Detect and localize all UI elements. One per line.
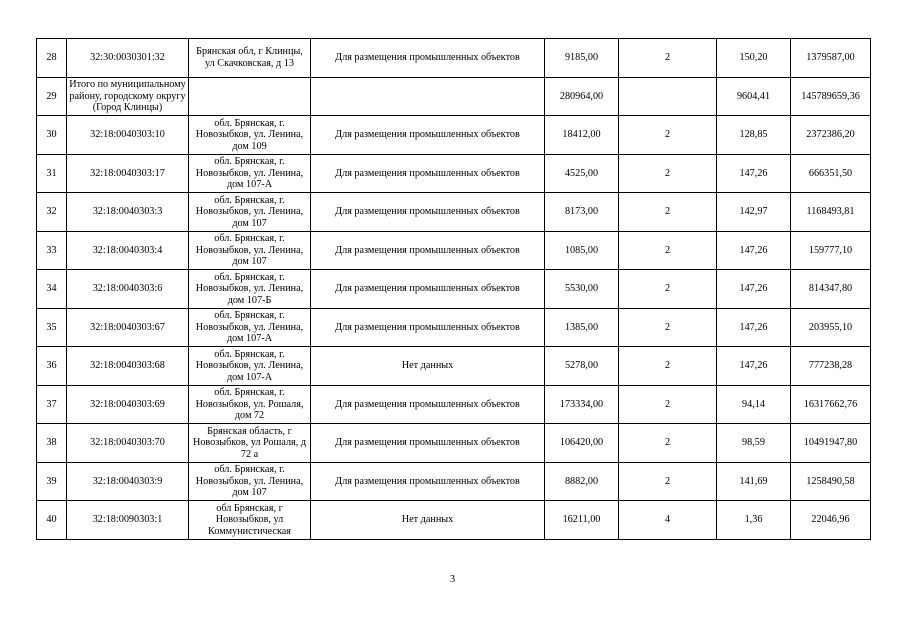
area-cell: 8882,00 [545, 462, 619, 501]
group-cell: 2 [619, 231, 717, 270]
purpose-cell: Нет данных [311, 347, 545, 386]
address-cell: обл. Брянская, г. Новозыбков, ул. Ленина, дом 107 [189, 193, 311, 232]
cadastral-number-cell: 32:18:0040303:6 [67, 270, 189, 309]
cadastral-number-cell: 32:18:0040303:69 [67, 385, 189, 424]
group-cell: 2 [619, 424, 717, 463]
address-cell: Брянская область, г Новозыбков, ул Рошаля, д 72 а [189, 424, 311, 463]
purpose-cell: Для размещения промышленных объектов [311, 270, 545, 309]
value-cell: 22046,96 [791, 501, 871, 540]
value-cell: 1379587,00 [791, 39, 871, 78]
cadastral-number-cell: 32:18:0040303:10 [67, 116, 189, 155]
value-cell: 2372386,20 [791, 116, 871, 155]
area-cell: 1085,00 [545, 231, 619, 270]
purpose-cell: Для размещения промышленных объектов [311, 385, 545, 424]
cadastral-number-cell: 32:18:0040303:17 [67, 154, 189, 193]
area-cell: 4525,00 [545, 154, 619, 193]
row-number-cell: 34 [37, 270, 67, 309]
area-cell: 18412,00 [545, 116, 619, 155]
purpose-cell: Для размещения промышленных объектов [311, 424, 545, 463]
group-cell: 4 [619, 501, 717, 540]
rate-cell: 9604,41 [717, 77, 791, 116]
address-cell [189, 77, 311, 116]
value-cell: 666351,50 [791, 154, 871, 193]
row-number-cell: 39 [37, 462, 67, 501]
table-row [37, 424, 871, 463]
rate-cell: 142,97 [717, 193, 791, 232]
address-cell: обл. Брянская, г. Новозыбков, ул. Ленина, дом 107-А [189, 154, 311, 193]
group-cell: 2 [619, 385, 717, 424]
address-cell: обл. Брянская, г. Новозыбков, ул. Ленина, дом 107 [189, 462, 311, 501]
rate-cell: 141,69 [717, 462, 791, 501]
table-row [37, 193, 871, 232]
area-cell: 1385,00 [545, 308, 619, 347]
row-number-cell: 29 [37, 77, 67, 116]
group-cell: 2 [619, 39, 717, 78]
group-cell: 2 [619, 347, 717, 386]
cadastral-number-cell: 32:18:0040303:3 [67, 193, 189, 232]
table-row [37, 270, 871, 309]
value-cell: 1168493,81 [791, 193, 871, 232]
cadastral-number-cell: 32:18:0040303:68 [67, 347, 189, 386]
page-number: 3 [449, 574, 456, 585]
area-cell: 16211,00 [545, 501, 619, 540]
rate-cell: 147,26 [717, 231, 791, 270]
table-row [37, 116, 871, 155]
area-cell: 8173,00 [545, 193, 619, 232]
purpose-cell: Для размещения промышленных объектов [311, 116, 545, 155]
group-cell: 2 [619, 193, 717, 232]
table-body [37, 39, 871, 540]
cadastral-number-cell: 32:30:0030301:32 [67, 39, 189, 78]
cadastral-number-cell: 32:18:0040303:67 [67, 308, 189, 347]
group-cell: 2 [619, 308, 717, 347]
total-label-cell: Итого по муниципальному району, городскому округу (Город Клинцы) [67, 77, 189, 116]
row-number-cell: 40 [37, 501, 67, 540]
address-cell: Брянская обл, г Клинцы, ул Скачковская, д 13 [189, 39, 311, 78]
address-cell: обл. Брянская, г. Новозыбков, ул. Рошаля, дом 72 [189, 385, 311, 424]
cadastral-number-cell: 32:18:0090303:1 [67, 501, 189, 540]
address-cell: обл. Брянская, г. Новозыбков, ул. Ленина, дом 109 [189, 116, 311, 155]
value-cell: 10491947,80 [791, 424, 871, 463]
purpose-cell: Для размещения промышленных объектов [311, 39, 545, 78]
row-number-cell: 36 [37, 347, 67, 386]
rate-cell: 147,26 [717, 308, 791, 347]
group-cell: 2 [619, 270, 717, 309]
address-cell: обл. Брянская, г. Новозыбков, ул. Ленина, дом 107-А [189, 347, 311, 386]
area-cell: 5530,00 [545, 270, 619, 309]
group-cell: 2 [619, 462, 717, 501]
table-row [37, 385, 871, 424]
value-cell: 777238,28 [791, 347, 871, 386]
cadastral-number-cell: 32:18:0040303:70 [67, 424, 189, 463]
group-cell: 2 [619, 154, 717, 193]
area-cell: 106420,00 [545, 424, 619, 463]
rate-cell: 128,85 [717, 116, 791, 155]
rate-cell: 1,36 [717, 501, 791, 540]
row-number-cell: 32 [37, 193, 67, 232]
purpose-cell: Для размещения промышленных объектов [311, 193, 545, 232]
purpose-cell: Для размещения промышленных объектов [311, 154, 545, 193]
group-cell [619, 77, 717, 116]
area-cell: 173334,00 [545, 385, 619, 424]
row-number-cell: 30 [37, 116, 67, 155]
rate-cell: 147,26 [717, 270, 791, 309]
rate-cell: 98,59 [717, 424, 791, 463]
area-cell: 9185,00 [545, 39, 619, 78]
rate-cell: 147,26 [717, 347, 791, 386]
value-cell: 145789659,36 [791, 77, 871, 116]
table-row [37, 501, 871, 540]
address-cell: обл Брянская, г Новозыбков, ул Коммунистическая [189, 501, 311, 540]
area-cell: 280964,00 [545, 77, 619, 116]
rate-cell: 94,14 [717, 385, 791, 424]
cadastral-number-cell: 32:18:0040303:4 [67, 231, 189, 270]
row-number-cell: 35 [37, 308, 67, 347]
row-number-cell: 37 [37, 385, 67, 424]
table-row [37, 308, 871, 347]
address-cell: обл. Брянская, г. Новозыбков, ул. Ленина, дом 107-А [189, 308, 311, 347]
address-cell: обл. Брянская, г. Новозыбков, ул. Ленина, дом 107 [189, 231, 311, 270]
purpose-cell: Для размещения промышленных объектов [311, 462, 545, 501]
table-row [37, 154, 871, 193]
purpose-cell: Для размещения промышленных объектов [311, 231, 545, 270]
table-row [37, 347, 871, 386]
cadastral-number-cell: 32:18:0040303:9 [67, 462, 189, 501]
value-cell: 16317662,76 [791, 385, 871, 424]
area-cell: 5278,00 [545, 347, 619, 386]
table-row [37, 231, 871, 270]
group-cell: 2 [619, 116, 717, 155]
purpose-cell: Для размещения промышленных объектов [311, 308, 545, 347]
address-cell: обл. Брянская, г. Новозыбков, ул. Ленина, дом 107-Б [189, 270, 311, 309]
value-cell: 159777,10 [791, 231, 871, 270]
row-number-cell: 38 [37, 424, 67, 463]
value-cell: 1258490,58 [791, 462, 871, 501]
row-number-cell: 33 [37, 231, 67, 270]
purpose-cell: Нет данных [311, 501, 545, 540]
land-plots-table [36, 38, 871, 540]
row-number-cell: 31 [37, 154, 67, 193]
value-cell: 814347,80 [791, 270, 871, 309]
rate-cell: 150,20 [717, 39, 791, 78]
purpose-cell [311, 77, 545, 116]
value-cell: 203955,10 [791, 308, 871, 347]
rate-cell: 147,26 [717, 154, 791, 193]
row-number-cell: 28 [37, 39, 67, 78]
table-row-total [37, 77, 871, 116]
table-row [37, 462, 871, 501]
table-row [37, 39, 871, 78]
